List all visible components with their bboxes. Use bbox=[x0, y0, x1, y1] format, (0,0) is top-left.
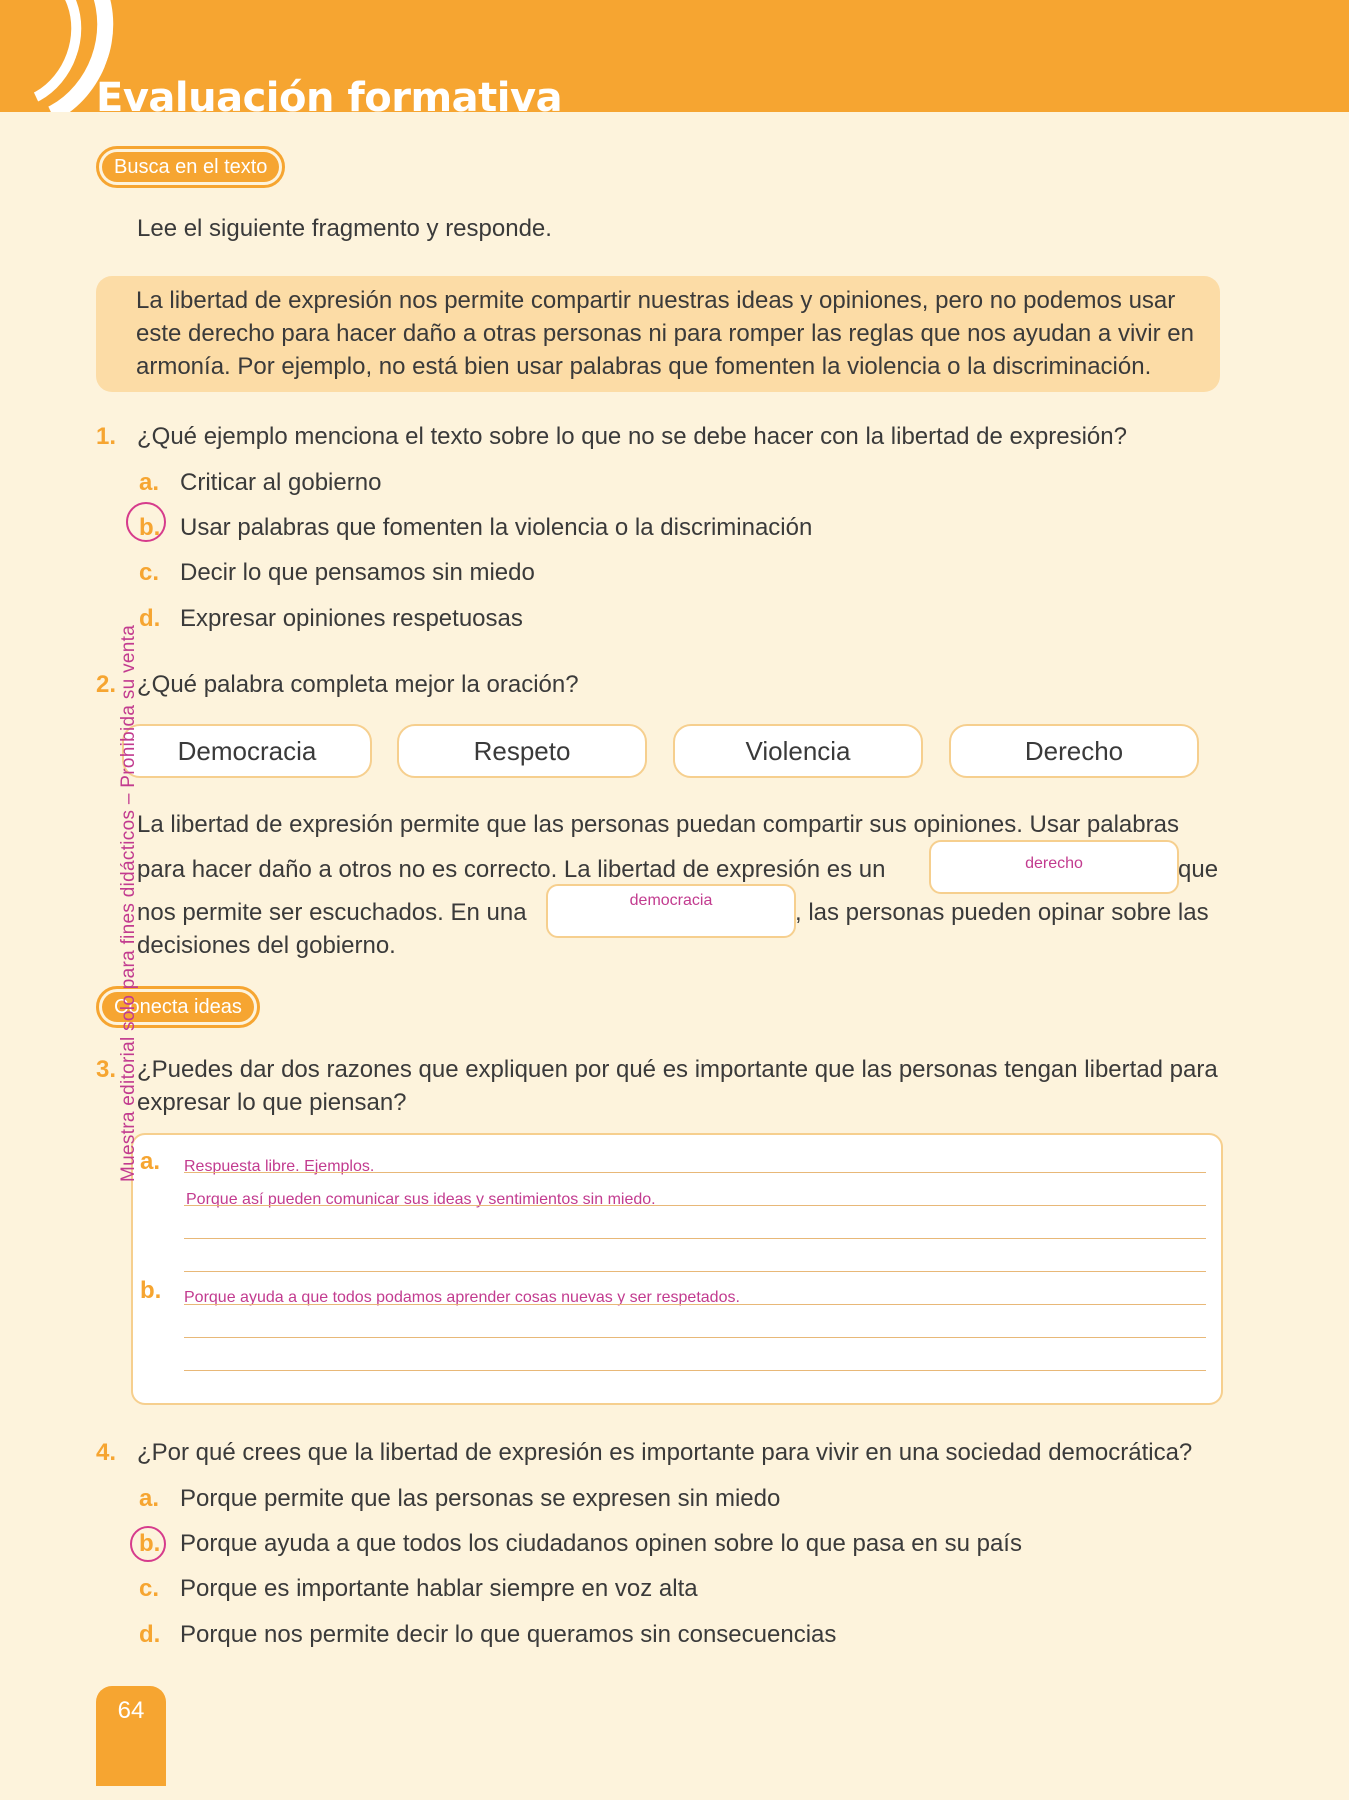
section-badge-label: Conecta ideas bbox=[102, 992, 254, 1022]
handwritten-answer: Porque así pueden comunicar sus ideas y sentimientos sin miedo. bbox=[186, 1191, 656, 1208]
question-number: 3. bbox=[96, 1056, 117, 1083]
passage-text: La libertad de expresión nos permite compartir nuestras ideas y opiniones, pero no podemos usar este derecho para hacer daño a otras personas ni para romper las reglas que nos ayudan a vivir en armonía. Por ejemplo, no está bien usar palabras que fomenten la violencia o la discriminación. bbox=[136, 287, 1194, 380]
option-text[interactable]: Porque ayuda a que todos los ciudadanos opinen sobre lo que pasa en su país bbox=[180, 1530, 1022, 1557]
option-text[interactable]: Porque nos permite decir lo que queramos sin consecuencias bbox=[180, 1621, 837, 1648]
header-banner bbox=[0, 0, 1349, 112]
option-text[interactable]: Decir lo que pensamos sin miedo bbox=[180, 559, 535, 586]
option-text[interactable]: Porque permite que las personas se expresen sin miedo bbox=[180, 1485, 781, 1512]
paragraph-line: nos permite ser escuchados. En una bbox=[137, 899, 527, 926]
paragraph-line: La libertad de expresión permite que las personas puedan compartir sus opiniones. Usar palabras bbox=[137, 811, 1179, 838]
instruction-text: Lee el siguiente fragmento y responde. bbox=[137, 215, 552, 242]
word-option-respeto[interactable]: Respeto bbox=[397, 724, 647, 778]
word-option-derecho[interactable]: Derecho bbox=[949, 724, 1199, 778]
section-badge-busca bbox=[96, 146, 285, 188]
page-title: Evaluación formativa bbox=[96, 75, 563, 112]
option-text[interactable]: Porque es importante hablar siempre en voz alta bbox=[180, 1575, 698, 1602]
section-badge-label: Busca en el texto bbox=[102, 152, 279, 182]
option-text[interactable]: Criticar al gobierno bbox=[180, 469, 382, 496]
writing-line bbox=[184, 1337, 1206, 1338]
writing-line bbox=[184, 1304, 1206, 1305]
option-letter: d. bbox=[139, 605, 161, 632]
writing-line bbox=[184, 1271, 1206, 1272]
writing-line bbox=[184, 1238, 1206, 1239]
paragraph-line: , las personas pueden opinar sobre las bbox=[795, 899, 1209, 926]
page-number: 64 bbox=[96, 1686, 166, 1800]
handwritten-answer: Respuesta libre. Ejemplos. bbox=[184, 1158, 375, 1175]
writing-line bbox=[184, 1370, 1206, 1371]
question-text: ¿Puedes dar dos razones que expliquen por qué es importante que las personas tengan libertad para expresar lo que piensan? bbox=[137, 1056, 1218, 1116]
option-text[interactable]: Expresar opiniones respetuosas bbox=[180, 605, 523, 632]
question-number: 2. bbox=[96, 671, 117, 698]
fill-blank-1[interactable]: derecho bbox=[929, 840, 1179, 894]
option-letter: a. bbox=[139, 469, 160, 496]
handwritten-answer: Porque ayuda a que todos podamos aprender cosas nuevas y ser respetados. bbox=[184, 1289, 740, 1306]
question-text: ¿Qué ejemplo menciona el texto sobre lo que no se debe hacer con la libertad de expresión? bbox=[137, 423, 1127, 450]
paragraph-line: para hacer daño a otros no es correcto. La libertad de expresión es un bbox=[137, 856, 886, 883]
writing-line bbox=[184, 1172, 1206, 1173]
option-letter: c. bbox=[139, 559, 160, 586]
fill-blank-2[interactable]: democracia bbox=[546, 884, 796, 938]
answer-letter-b: b. bbox=[140, 1277, 162, 1304]
option-letter: d. bbox=[139, 1621, 161, 1648]
passage-box bbox=[96, 276, 1220, 392]
writing-line bbox=[184, 1205, 1206, 1206]
question-number: 4. bbox=[96, 1439, 117, 1466]
question-number: 1. bbox=[96, 423, 117, 450]
option-letter: b. bbox=[139, 1530, 161, 1557]
option-text[interactable]: Usar palabras que fomenten la violencia o la discriminación bbox=[180, 514, 813, 541]
paragraph-line: decisiones del gobierno. bbox=[137, 932, 396, 959]
word-option-democracia[interactable]: Democracia bbox=[122, 724, 372, 778]
question-text: ¿Qué palabra completa mejor la oración? bbox=[137, 671, 579, 698]
option-letter: a. bbox=[139, 1485, 160, 1512]
answer-box bbox=[131, 1133, 1223, 1405]
word-option-violencia[interactable]: Violencia bbox=[673, 724, 923, 778]
paragraph-line: que bbox=[1178, 856, 1219, 883]
question-text: ¿Por qué crees que la libertad de expresión es importante para vivir en una sociedad democrática? bbox=[137, 1439, 1193, 1466]
side-watermark-note: Muestra editorial solo para fines didácticos – Prohibida su venta bbox=[118, 624, 139, 1182]
option-letter: c. bbox=[139, 1575, 160, 1602]
answer-letter-a: a. bbox=[140, 1148, 161, 1175]
option-letter: b. bbox=[139, 514, 161, 541]
bottom-band bbox=[0, 1786, 1349, 1800]
